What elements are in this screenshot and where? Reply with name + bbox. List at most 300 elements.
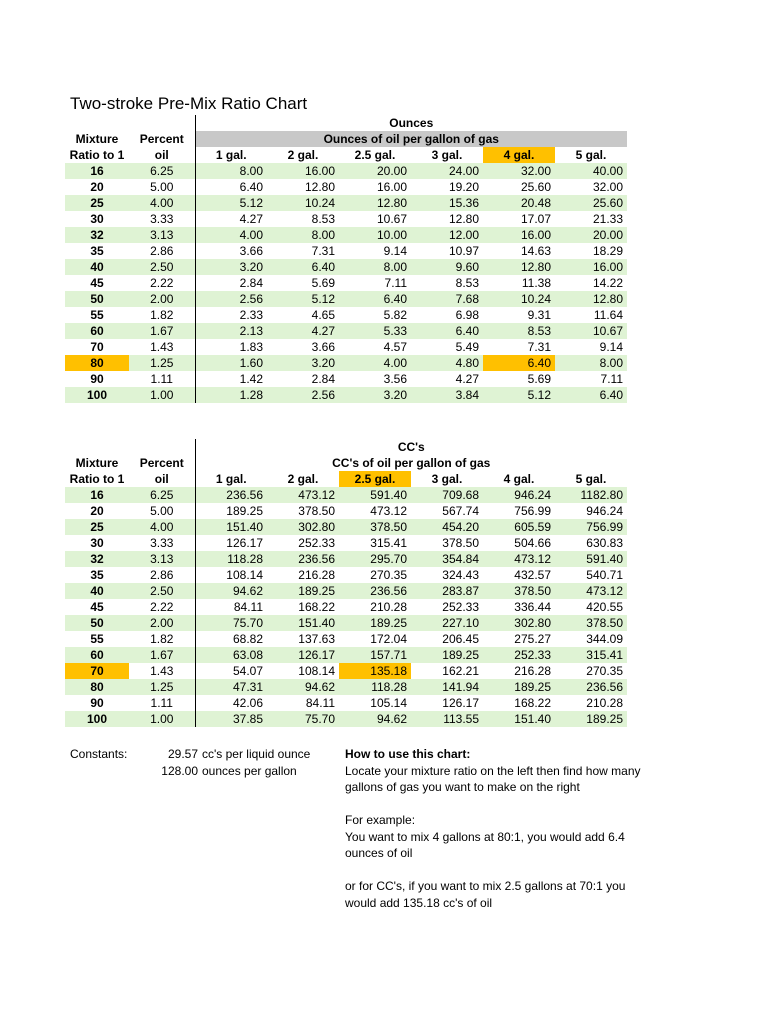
value-cell: 252.33 (298, 536, 335, 550)
percent-cell: 3.33 (129, 535, 195, 551)
constant-value: 128.00 (161, 764, 198, 778)
mixture-cell: 16 (65, 163, 129, 179)
table-row (65, 663, 627, 679)
band-label: CC's of oil per gallon of gas (332, 456, 491, 470)
value-cell: 189.25 (267, 583, 339, 599)
value-cell: 4.27 (239, 212, 263, 226)
value-cell: 3.20 (267, 355, 339, 371)
value-cell: 94.62 (339, 711, 411, 727)
table-row (65, 567, 627, 583)
value-cell: 14.63 (520, 244, 551, 258)
value-cell: 9.14 (599, 340, 623, 354)
percent-cell: 3.33 (129, 211, 195, 227)
percent-cell: 4.00 (129, 519, 195, 535)
col-mix-header: Ratio to 1 (69, 148, 125, 162)
percent-cell: 2.86 (129, 567, 195, 583)
value-cell: 12.80 (448, 212, 479, 226)
percent-cell: 6.25 (129, 163, 195, 179)
value-cell: 16.00 (267, 163, 339, 179)
value-cell: 236.56 (267, 551, 339, 567)
gallon-header: 4 gal. (483, 147, 555, 163)
table-row (65, 535, 627, 551)
blank-cell (65, 115, 129, 131)
table-row (65, 259, 627, 275)
section-row (65, 439, 627, 455)
value-cell: 40.00 (555, 163, 627, 179)
constant-desc: ounces per gallon (202, 764, 297, 778)
value-cell: 2.56 (267, 387, 339, 403)
value-cell: 162.21 (442, 664, 479, 678)
value-cell: 6.40 (483, 355, 555, 371)
mixture-cell: 32 (65, 551, 129, 567)
value-cell: 108.14 (226, 568, 263, 582)
value-cell: 20.48 (483, 195, 555, 211)
value-cell: 4.80 (411, 355, 483, 371)
mixture-cell: 50 (65, 615, 129, 631)
value-cell: 25.60 (520, 180, 551, 194)
value-cell: 1.42 (239, 372, 263, 386)
col-pct-header: oil (129, 471, 195, 487)
table-row (65, 387, 627, 403)
gallon-header: 2 gal. (287, 148, 319, 162)
header-row (65, 455, 627, 471)
percent-cell: 1.25 (129, 355, 195, 371)
value-cell: 4.00 (339, 355, 411, 371)
value-cell: 151.40 (483, 711, 555, 727)
table-row (65, 291, 627, 307)
percent-cell: 2.50 (129, 583, 195, 599)
value-cell: 210.28 (586, 696, 623, 710)
value-cell: 2.33 (239, 308, 263, 322)
value-cell: 227.10 (411, 615, 483, 631)
value-cell: 6.40 (555, 387, 627, 403)
value-cell: 3.66 (311, 340, 335, 354)
value-cell: 378.50 (298, 504, 335, 518)
value-cell: 315.41 (370, 536, 407, 550)
mixture-cell: 30 (90, 212, 104, 226)
value-cell: 8.00 (339, 259, 411, 275)
blank-cell (129, 115, 195, 131)
value-cell: 68.82 (232, 632, 263, 646)
value-cell: 6.40 (267, 259, 339, 275)
table-row (65, 695, 627, 711)
mixture-cell: 40 (65, 259, 129, 275)
value-cell: 210.28 (370, 600, 407, 614)
mixture-cell: 55 (90, 632, 104, 646)
value-cell: 12.80 (483, 259, 555, 275)
mixture-cell: 90 (90, 372, 104, 386)
howto-example-1: You want to mix 4 gallons at 80:1, you would add 6.4 ounces of oil (345, 829, 625, 860)
col-mix-header: Ratio to 1 (69, 472, 125, 486)
constant-desc: cc's per liquid ounce (202, 747, 311, 761)
percent-cell: 1.82 (129, 631, 195, 647)
value-cell: 19.20 (448, 180, 479, 194)
value-cell: 6.40 (239, 180, 263, 194)
table-row (65, 227, 627, 243)
mixture-cell: 40 (65, 583, 129, 599)
value-cell: 504.66 (514, 536, 551, 550)
value-cell: 324.43 (442, 568, 479, 582)
cc-table (65, 439, 627, 727)
value-cell: 270.35 (586, 664, 623, 678)
value-cell: 3.20 (195, 259, 267, 275)
value-cell: 172.04 (370, 632, 407, 646)
percent-cell: 1.43 (129, 339, 195, 355)
mixture-cell: 35 (90, 568, 104, 582)
value-cell: 432.57 (514, 568, 551, 582)
table-row (65, 615, 627, 631)
value-cell: 473.12 (370, 504, 407, 518)
value-cell: 151.40 (267, 615, 339, 631)
value-cell: 189.25 (483, 679, 555, 695)
blank-cell (65, 439, 129, 455)
table-row (65, 195, 627, 211)
value-cell: 591.40 (339, 487, 411, 503)
value-cell: 10.24 (483, 291, 555, 307)
percent-cell: 3.13 (129, 551, 195, 567)
gallon-header: 1 gal. (215, 148, 247, 162)
percent-cell: 1.00 (129, 711, 195, 727)
value-cell: 12.80 (304, 180, 335, 194)
value-cell: 473.12 (483, 551, 555, 567)
percent-cell: 1.11 (129, 695, 195, 711)
value-cell: 75.70 (195, 615, 267, 631)
percent-cell: 2.00 (129, 615, 195, 631)
value-cell: 47.31 (195, 679, 267, 695)
mixture-cell: 50 (65, 291, 129, 307)
ounces-table (65, 115, 627, 403)
value-cell: 420.55 (586, 600, 623, 614)
mixture-cell: 30 (90, 536, 104, 550)
value-cell: 4.27 (267, 323, 339, 339)
mixture-cell: 20 (90, 504, 104, 518)
value-cell: 7.68 (411, 291, 483, 307)
value-cell: 37.85 (195, 711, 267, 727)
percent-cell: 1.43 (129, 663, 195, 679)
value-cell: 168.22 (298, 600, 335, 614)
table-row (65, 179, 627, 195)
value-cell: 137.63 (298, 632, 335, 646)
value-cell: 16.00 (555, 259, 627, 275)
gallon-header: 5 gal. (575, 472, 607, 486)
value-cell: 94.62 (267, 679, 339, 695)
value-cell: 126.17 (226, 536, 263, 550)
value-cell: 21.33 (592, 212, 623, 226)
value-cell: 709.68 (411, 487, 483, 503)
value-cell: 12.00 (411, 227, 483, 243)
value-cell: 189.25 (411, 647, 483, 663)
value-cell: 5.33 (339, 323, 411, 339)
value-cell: 17.07 (520, 212, 551, 226)
value-cell: 16.00 (376, 180, 407, 194)
value-cell: 94.62 (195, 583, 267, 599)
mixture-cell: 55 (90, 308, 104, 322)
section-row (65, 115, 627, 131)
table-row (65, 679, 627, 695)
mixture-cell: 25 (65, 195, 129, 211)
blank-cell (129, 439, 195, 455)
value-cell: 756.99 (514, 504, 551, 518)
value-cell: 20.00 (555, 227, 627, 243)
value-cell: 946.24 (586, 504, 623, 518)
percent-cell: 2.22 (129, 275, 195, 291)
table-row (65, 275, 627, 291)
header-row (65, 147, 627, 163)
value-cell: 189.25 (555, 711, 627, 727)
table-row (65, 339, 627, 355)
table-row (65, 355, 627, 371)
howto-example-label: For example: (345, 813, 416, 827)
value-cell: 118.28 (195, 551, 267, 567)
gallon-header: 2 gal. (287, 472, 319, 486)
value-cell: 10.24 (267, 195, 339, 211)
value-cell: 756.99 (555, 519, 627, 535)
value-cell: 25.60 (555, 195, 627, 211)
value-cell: 3.84 (411, 387, 483, 403)
howto-heading: How to use this chart: (345, 747, 471, 761)
value-cell: 157.71 (339, 647, 411, 663)
gallon-header: 1 gal. (215, 472, 247, 486)
value-cell: 5.49 (455, 340, 479, 354)
value-cell: 605.59 (483, 519, 555, 535)
table-row (65, 647, 627, 663)
value-cell: 473.12 (267, 487, 339, 503)
section-label: CC's (397, 440, 425, 454)
percent-cell: 2.50 (129, 259, 195, 275)
value-cell: 14.22 (592, 276, 623, 290)
value-cell: 8.00 (267, 227, 339, 243)
value-cell: 42.06 (232, 696, 263, 710)
value-cell: 2.84 (311, 372, 335, 386)
value-cell: 5.12 (195, 195, 267, 211)
value-cell: 354.84 (411, 551, 483, 567)
value-cell: 270.35 (370, 568, 407, 582)
value-cell: 3.66 (239, 244, 263, 258)
value-cell: 12.80 (555, 291, 627, 307)
value-cell: 16.00 (483, 227, 555, 243)
value-cell: 4.27 (455, 372, 479, 386)
percent-cell: 4.00 (129, 195, 195, 211)
table-row (65, 371, 627, 387)
value-cell: 315.41 (555, 647, 627, 663)
table-row (65, 583, 627, 599)
table-row (65, 211, 627, 227)
value-cell: 151.40 (195, 519, 267, 535)
band-label: Ounces of oil per gallon of gas (195, 131, 627, 147)
mixture-cell: 45 (90, 276, 104, 290)
value-cell: 1.83 (239, 340, 263, 354)
value-cell: 206.45 (442, 632, 479, 646)
table-row (65, 307, 627, 323)
value-cell: 141.94 (411, 679, 483, 695)
value-cell: 630.83 (586, 536, 623, 550)
value-cell: 236.56 (555, 679, 627, 695)
percent-cell: 1.00 (129, 387, 195, 403)
percent-cell: 1.82 (129, 307, 195, 323)
value-cell: 236.56 (195, 487, 267, 503)
constant-value: 29.57 (167, 747, 198, 761)
howto-example-2: or for CC's, if you want to mix 2.5 gallons at 70:1 you would add 135.18 cc's of oil (345, 879, 626, 910)
percent-cell: 5.00 (129, 503, 195, 519)
value-cell: 7.11 (384, 276, 407, 290)
value-cell: 75.70 (267, 711, 339, 727)
value-cell: 168.22 (514, 696, 551, 710)
value-cell: 32.00 (483, 163, 555, 179)
mixture-cell: 20 (90, 180, 104, 194)
value-cell: 216.28 (298, 568, 335, 582)
value-cell: 126.17 (267, 647, 339, 663)
col-pct-header: Percent (129, 131, 195, 147)
value-cell: 8.00 (195, 163, 267, 179)
value-cell: 11.38 (521, 276, 551, 290)
percent-cell: 1.67 (129, 647, 195, 663)
value-cell: 336.44 (514, 600, 551, 614)
value-cell: 567.74 (442, 504, 479, 518)
value-cell: 2.13 (195, 323, 267, 339)
value-cell: 63.08 (195, 647, 267, 663)
value-cell: 126.17 (442, 696, 479, 710)
table-row (65, 487, 627, 503)
value-cell: 2.56 (195, 291, 267, 307)
value-cell: 105.14 (370, 696, 407, 710)
value-cell: 20.00 (339, 163, 411, 179)
value-cell: 283.87 (411, 583, 483, 599)
table-row (65, 519, 627, 535)
value-cell: 5.82 (383, 308, 407, 322)
value-cell: 108.14 (298, 664, 335, 678)
col-pct-header: oil (129, 147, 195, 163)
percent-cell: 5.00 (129, 179, 195, 195)
value-cell: 5.12 (483, 387, 555, 403)
value-cell: 7.31 (527, 340, 551, 354)
table-row (65, 551, 627, 567)
value-cell: 302.80 (267, 519, 339, 535)
value-cell: 540.71 (586, 568, 623, 582)
value-cell: 3.56 (383, 372, 407, 386)
value-cell: 84.11 (305, 696, 335, 710)
value-cell: 6.40 (411, 323, 483, 339)
howto-intro: Locate your mixture ratio on the left then find how many gallons of gas you want to make on the right (345, 763, 641, 794)
mixture-cell: 70 (90, 340, 104, 354)
mixture-cell: 90 (90, 696, 104, 710)
page-title: Two-stroke Pre-Mix Ratio Chart (70, 94, 308, 113)
value-cell: 9.60 (411, 259, 483, 275)
value-cell: 8.53 (483, 323, 555, 339)
table-row (65, 631, 627, 647)
value-cell: 252.33 (442, 600, 479, 614)
col-mix-header: Mixture (75, 456, 119, 470)
mixture-cell: 32 (65, 227, 129, 243)
mixture-cell: 70 (65, 663, 129, 679)
value-cell: 591.40 (555, 551, 627, 567)
value-cell: 4.57 (383, 340, 407, 354)
value-cell: 4.00 (195, 227, 267, 243)
value-cell: 454.20 (411, 519, 483, 535)
value-cell: 252.33 (483, 647, 555, 663)
value-cell: 15.36 (411, 195, 483, 211)
gallon-header: 3 gal. (431, 472, 463, 486)
value-cell: 6.40 (339, 291, 411, 307)
mixture-cell: 60 (65, 323, 129, 339)
table-row (65, 711, 627, 727)
value-cell: 189.25 (226, 504, 263, 518)
mixture-cell: 80 (65, 679, 129, 695)
value-cell: 8.53 (311, 212, 335, 226)
mixture-cell: 60 (65, 647, 129, 663)
mixture-cell: 100 (65, 387, 129, 403)
value-cell: 10.67 (555, 323, 627, 339)
value-cell: 295.70 (339, 551, 411, 567)
percent-cell: 1.67 (129, 323, 195, 339)
gallon-header: 5 gal. (575, 148, 607, 162)
percent-cell: 2.86 (129, 243, 195, 259)
table-row (65, 323, 627, 339)
value-cell: 5.69 (527, 372, 551, 386)
value-cell: 2.84 (239, 276, 263, 290)
value-cell: 1.28 (195, 387, 267, 403)
table-row (65, 503, 627, 519)
percent-cell: 2.00 (129, 291, 195, 307)
mixture-cell: 25 (65, 519, 129, 535)
constants-label: Constants: (70, 747, 128, 761)
value-cell: 189.25 (339, 615, 411, 631)
header-row (65, 471, 627, 487)
value-cell: 84.11 (233, 600, 263, 614)
value-cell: 1182.80 (555, 487, 627, 503)
table-row (65, 599, 627, 615)
value-cell: 216.28 (514, 664, 551, 678)
percent-cell: 6.25 (129, 487, 195, 503)
value-cell: 302.80 (483, 615, 555, 631)
howto-block (345, 746, 645, 928)
value-cell: 8.53 (455, 276, 479, 290)
mixture-cell: 16 (65, 487, 129, 503)
value-cell: 473.12 (555, 583, 627, 599)
value-cell: 275.27 (514, 632, 551, 646)
percent-cell: 1.25 (129, 679, 195, 695)
value-cell: 32.00 (592, 180, 623, 194)
value-cell: 5.12 (267, 291, 339, 307)
section-label: Ounces (389, 116, 434, 130)
value-cell: 54.07 (232, 664, 263, 678)
value-cell: 10.00 (339, 227, 411, 243)
percent-cell: 2.22 (129, 599, 195, 615)
value-cell: 9.31 (527, 308, 551, 322)
value-cell: 9.14 (383, 244, 407, 258)
percent-cell: 1.11 (129, 371, 195, 387)
gallon-header: 2.5 gal. (339, 471, 411, 487)
gallon-header: 4 gal. (503, 472, 535, 486)
value-cell: 10.97 (448, 244, 479, 258)
value-cell: 8.00 (555, 355, 627, 371)
value-cell: 135.18 (339, 663, 411, 679)
mixture-cell: 45 (90, 600, 104, 614)
value-cell: 6.98 (455, 308, 479, 322)
percent-cell: 3.13 (129, 227, 195, 243)
value-cell: 118.28 (339, 679, 411, 695)
mixture-cell: 80 (65, 355, 129, 371)
value-cell: 7.11 (600, 372, 623, 386)
value-cell: 4.65 (311, 308, 335, 322)
value-cell: 378.50 (442, 536, 479, 550)
value-cell: 10.67 (376, 212, 407, 226)
header-row (65, 131, 627, 147)
value-cell: 1.60 (195, 355, 267, 371)
value-cell: 236.56 (339, 583, 411, 599)
value-cell: 946.24 (483, 487, 555, 503)
mixture-cell: 35 (90, 244, 104, 258)
table-row (65, 243, 627, 259)
